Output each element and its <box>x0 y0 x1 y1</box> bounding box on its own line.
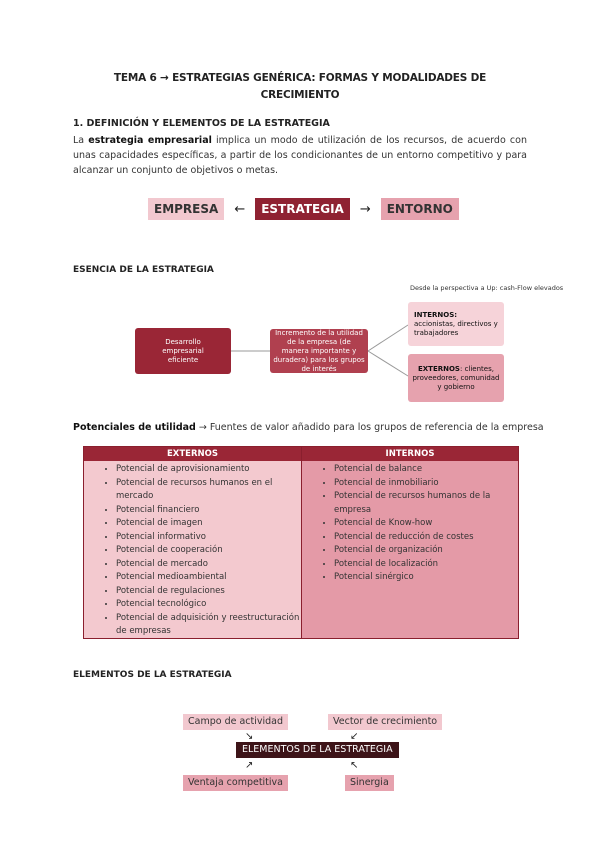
list-item: • Potencial de regulaciones <box>116 585 301 599</box>
potenciales-table <box>83 446 519 639</box>
list-externos <box>84 463 301 639</box>
section-heading-esencia: ESENCIA DE LA ESTRATEGIA <box>73 265 214 275</box>
arrow-up-right-icon: ↗ <box>245 760 254 771</box>
arrow-down-left-icon: ↙ <box>350 731 359 742</box>
box-externos <box>408 354 504 402</box>
list-item: • Potencial de mercado <box>116 558 301 572</box>
para-bold: estrategia empresarial <box>88 135 212 146</box>
list-item: • Potencial de organización <box>334 544 518 558</box>
list-item: • Potencial de recursos humanos de la empresa <box>334 490 518 517</box>
list-item: • Potencial de imagen <box>116 517 301 531</box>
list-item: • Potencial de reducción de costes <box>334 531 518 545</box>
box-desarrollo: Desarrollo empresarial eficiente <box>135 328 231 374</box>
arrow-right-icon: → <box>359 201 371 217</box>
section-heading-elementos: ELEMENTOS DE LA ESTRATEGIA <box>73 670 232 680</box>
potenciales-label <box>73 422 544 433</box>
connector-inc-externos <box>368 351 408 376</box>
arrow-down-right-icon: ↘ <box>245 731 254 742</box>
list-item: • Potencial de Know-how <box>334 517 518 531</box>
list-item: • Potencial de balance <box>334 463 518 477</box>
list-item: • Potencial de recursos humanos en el mercado <box>116 477 301 504</box>
perspective-note: Desde la perspectiva a Up: cash-Flow elevados <box>410 284 564 292</box>
flow-entorno: ENTORNO <box>381 198 459 220</box>
box-incremento: Incremento de la utilidad de la empresa (de manera importante y duradera) para los grupos de interés <box>270 329 368 373</box>
list-item: • Potencial de localización <box>334 558 518 572</box>
list-item: • Potencial de cooperación <box>116 544 301 558</box>
list-item: • Potencial sinérgico <box>334 571 518 585</box>
arrow-left-icon: ← <box>234 201 246 217</box>
list-item: • Potencial de aprovisionamiento <box>116 463 301 477</box>
box-elementos-center: ELEMENTOS DE LA ESTRATEGIA <box>236 742 399 758</box>
box-sinergia: Sinergia <box>345 775 394 791</box>
list-item: • Potencial de adquisición y reestructuración de empresas <box>116 612 301 639</box>
list-item: • Potencial medioambiental <box>116 571 301 585</box>
box-ventaja: Ventaja competitiva <box>183 775 288 791</box>
list-item: • Potencial informativo <box>116 531 301 545</box>
header-internos: INTERNOS <box>302 447 518 461</box>
list-item: • Potencial tecnológico <box>116 598 301 612</box>
box-vector: Vector de crecimiento <box>328 714 442 730</box>
page-title: TEMA 6 → ESTRATEGIAS GENÉRICA: FORMAS Y MODALIDADES DE CRECIMIENTO <box>113 72 487 101</box>
externos-text: : clientes, proveedores, comunidad y gobierno <box>412 364 500 391</box>
connector-inc-internos <box>368 325 408 351</box>
arrow-up-left-icon: ↖ <box>350 760 359 771</box>
internos-text: accionistas, directivos y trabajadores <box>414 319 498 337</box>
list-item: • Potencial financiero <box>116 504 301 518</box>
header-externos: EXTERNOS <box>84 447 301 461</box>
potenciales-rest: → Fuentes de valor añadido para los grupos de referencia de la empresa <box>195 422 544 433</box>
box-campo: Campo de actividad <box>183 714 288 730</box>
flow-estrategia: ESTRATEGIA <box>255 198 350 220</box>
list-internos <box>302 463 518 585</box>
section-heading-definicion: 1. DEFINICIÓN Y ELEMENTOS DE LA ESTRATEGIA <box>73 118 330 129</box>
column-externos <box>84 447 302 638</box>
list-item: • Potencial de inmobiliario <box>334 477 518 491</box>
box-internos <box>408 302 504 346</box>
para-rest: implica un modo de utilización de los recursos, de acuerdo con unas capacidades específicas, a partir de los condicionantes de un entorno competitivo y para alcanzar un conjunto de objetivos o metas. <box>73 135 527 176</box>
externos-bold: EXTERNOS <box>418 364 460 373</box>
flow-empresa: EMPRESA <box>148 198 224 220</box>
column-internos <box>302 447 518 638</box>
internos-bold: INTERNOS: <box>414 310 458 319</box>
potenciales-bold: Potenciales de utilidad <box>73 422 196 433</box>
para-start: La <box>73 135 89 146</box>
